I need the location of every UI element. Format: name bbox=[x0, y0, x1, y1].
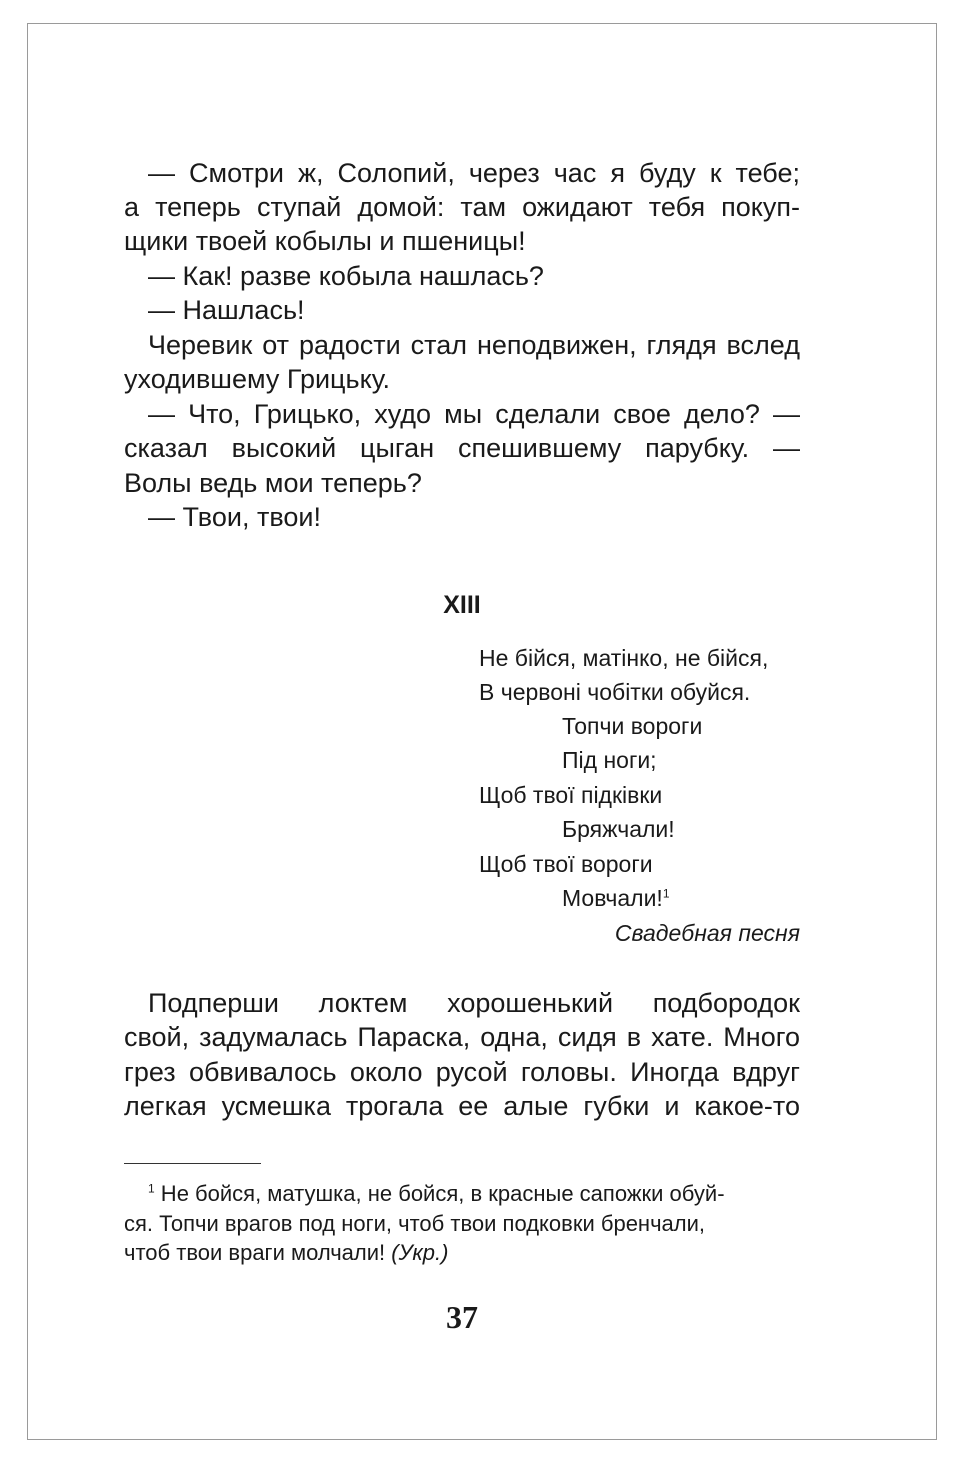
text-line: Подперши локтем хорошенький подбородок bbox=[148, 988, 800, 1018]
verse-line: Щоб твої вороги bbox=[479, 851, 653, 877]
epigraph-attribution: Свадебная песня bbox=[614, 920, 800, 946]
verse-line: Бряжчали! bbox=[562, 816, 675, 842]
footnote-text: чтоб твои враги молчали! bbox=[124, 1240, 392, 1265]
footnote-rule bbox=[124, 1163, 261, 1164]
text-line: — Что, Грицько, худо мы сделали свое дело? — bbox=[148, 399, 800, 429]
text-line: легкая усмешка трогала ее алые губки и какое-то bbox=[124, 1091, 800, 1121]
verse-line: В червоні чобітки обуйся. bbox=[479, 679, 751, 705]
footnote-text: Не бойся, матушка, не бойся, в красные сапожки обуй- bbox=[154, 1181, 725, 1206]
text-line: сказал высокий цыган спешившему парубку. — bbox=[124, 433, 800, 463]
page-number: 37 bbox=[446, 1299, 478, 1335]
text-line: свой, задумалась Параска, одна, сидя в хате. Много bbox=[124, 1022, 800, 1052]
text-line: уходившему Грицьку. bbox=[124, 364, 390, 394]
text-line: — Твои, твои! bbox=[148, 502, 321, 532]
text-line: грез обвивалось около русой головы. Иногда вдруг bbox=[124, 1057, 800, 1087]
verse-line bbox=[562, 883, 670, 913]
footnote-line: ся. Топчи врагов под ноги, чтоб твои подковки бренчали, bbox=[124, 1211, 706, 1236]
footnote-marker: 1 bbox=[662, 886, 670, 901]
verse-line: Топчи вороги bbox=[562, 713, 703, 739]
text-line: — Нашлась! bbox=[148, 295, 305, 325]
verse-line: Не бійся, матінко, не бійся, bbox=[479, 645, 769, 671]
footnote-line bbox=[148, 1180, 800, 1208]
verse-line: Щоб твої підківки bbox=[479, 782, 663, 808]
chapter-heading: XIII bbox=[443, 591, 481, 619]
text-line: а теперь ступай домой: там ожидают тебя покуп- bbox=[124, 192, 800, 222]
text-line: — Как! разве кобыла нашлась? bbox=[148, 261, 544, 291]
text-line: Черевик от радости стал неподвижен, глядя вслед bbox=[148, 330, 800, 360]
text-line: Волы ведь мои теперь? bbox=[124, 468, 422, 498]
text-line: — Смотри ж, Солопий, через час я буду к тебе; bbox=[148, 158, 800, 188]
footnote-language-note: (Укр.) bbox=[391, 1240, 449, 1265]
footnote-marker: 1 bbox=[148, 1181, 155, 1196]
verse-text: Мовчали! bbox=[562, 885, 663, 911]
footnote-line bbox=[124, 1239, 800, 1267]
text-line: щики твоей кобылы и пшеницы! bbox=[124, 226, 526, 256]
verse-line: Під ноги; bbox=[562, 747, 657, 773]
